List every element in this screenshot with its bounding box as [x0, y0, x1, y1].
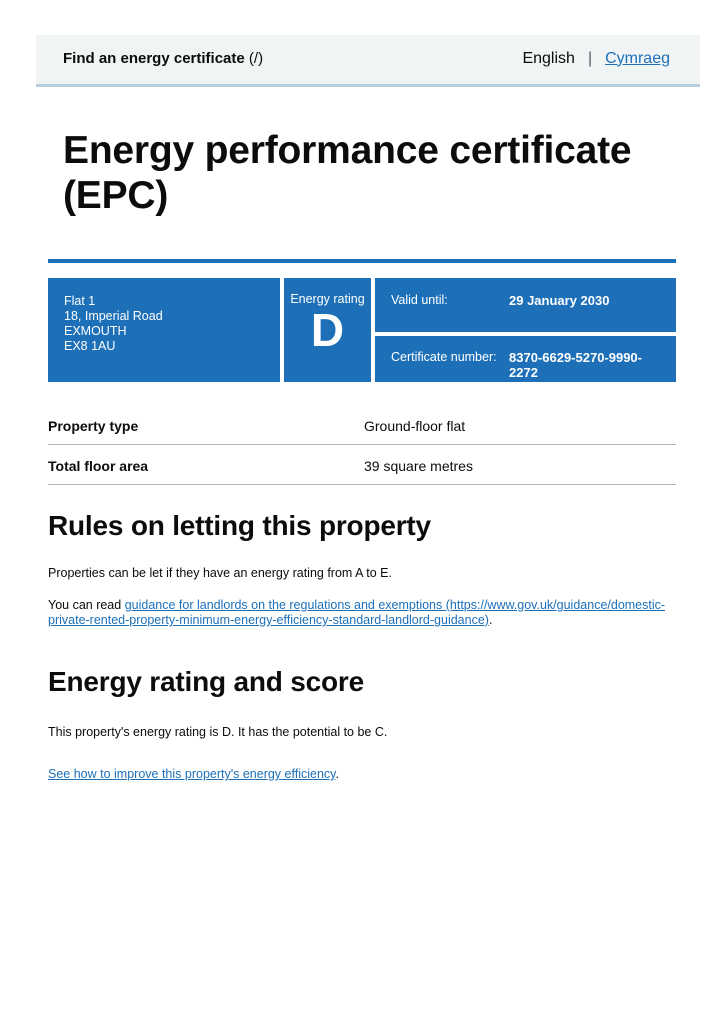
rules-paragraph-2-prefix: You can read [48, 598, 125, 612]
service-name-link[interactable] [63, 50, 263, 67]
site-header [36, 35, 700, 87]
property-address [48, 278, 280, 382]
valid-until-value: 29 January 2030 [509, 293, 610, 308]
energy-rating-label: Energy rating [290, 292, 365, 306]
section-divider-blue [48, 259, 676, 263]
language-current: English [522, 49, 575, 67]
page-title-line2: (EPC) [63, 174, 169, 217]
energy-rating-panel [284, 278, 371, 382]
address-line: EX8 1AU [64, 339, 116, 353]
total-floor-area-value: 39 square metres [364, 458, 473, 474]
main-content [48, 128, 676, 782]
improve-efficiency-suffix: . [335, 767, 339, 781]
language-link-cymraeg[interactable]: Cymraeg [605, 49, 670, 67]
rating-section-heading: Energy rating and score [48, 666, 364, 697]
landlord-guidance-link[interactable]: guidance for landlords on the regulations and exemptions (https://www.gov.uk/guidance/domestic-private-rented-property-minimum-energy-efficiency-standard-landlord-guidance) [48, 598, 666, 627]
property-type-label: Property type [48, 418, 139, 434]
address-line: EXMOUTH [64, 324, 127, 338]
page-title [63, 128, 676, 218]
property-type-value: Ground-floor flat [364, 418, 466, 434]
certificate-number-row [375, 336, 676, 382]
valid-until-label: Valid until: [391, 293, 448, 307]
certificate-number-label: Certificate number: [391, 350, 497, 364]
improve-efficiency-paragraph [48, 767, 672, 782]
rules-paragraph-2 [48, 598, 672, 628]
total-floor-area-label: Total floor area [48, 458, 149, 474]
rules-paragraph-1: Properties can be let if they have an energy rating from A to E. [48, 566, 392, 580]
property-summary-table [48, 405, 676, 485]
language-separator: | [587, 49, 593, 67]
service-url-suffix: (/) [244, 50, 264, 67]
certificate-summary-box [48, 278, 676, 382]
table-row [48, 445, 676, 485]
address-line: Flat 1 [64, 294, 96, 308]
certificate-meta-panel [375, 278, 676, 382]
page-title-line1: Energy performance certificate [63, 129, 632, 172]
address-line: 18, Imperial Road [64, 309, 163, 323]
energy-rating-value: D [310, 304, 345, 356]
rules-paragraph-2-suffix: . [488, 613, 493, 627]
table-row [48, 405, 676, 445]
certificate-number-value: 8370-6629-5270-9990-2272 [509, 350, 642, 380]
rules-section-heading: Rules on letting this property [48, 510, 431, 541]
language-switch [522, 50, 670, 68]
improve-efficiency-link[interactable]: See how to improve this property's energy efficiency [48, 767, 336, 781]
service-name-text: Find an energy certificate [63, 50, 245, 67]
rating-paragraph: This property's energy rating is D. It has the potential to be C. [48, 725, 388, 739]
valid-until-row [375, 278, 676, 332]
